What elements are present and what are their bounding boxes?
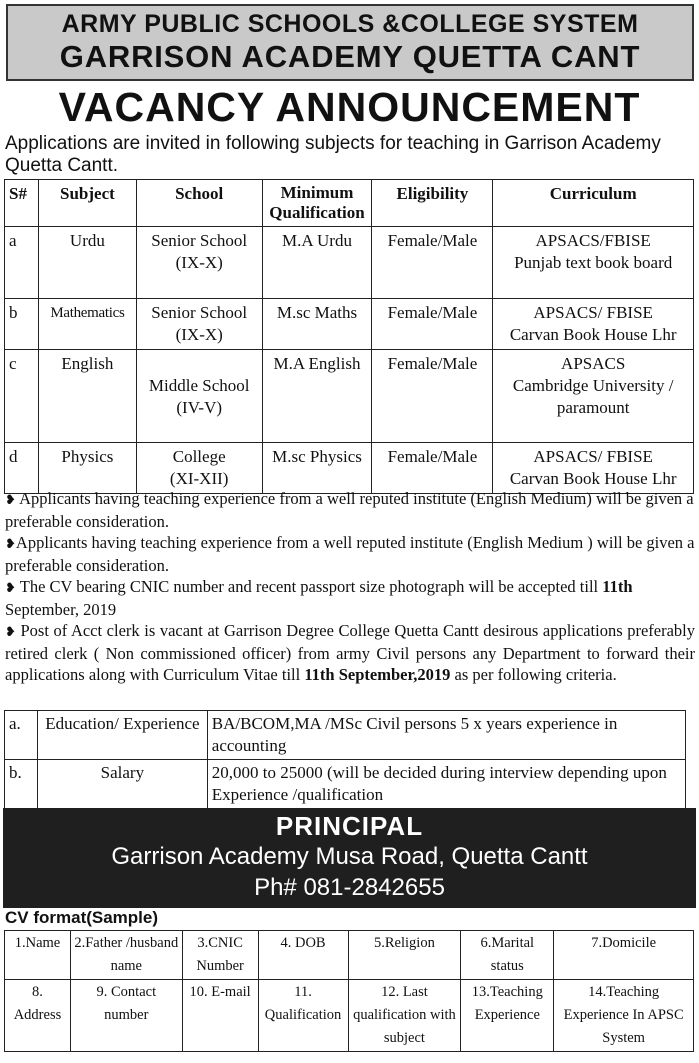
cell-curriculum: APSACS Cambridge University / paramount [493, 350, 694, 443]
cell-sn: a. [5, 711, 38, 760]
cell-eligibility: Female/Male [372, 350, 493, 443]
cell-subject: Mathematics [38, 299, 136, 350]
table-row [5, 760, 686, 809]
cell-criteria-label: Education/ Experience [37, 711, 207, 760]
vacancy-table [4, 179, 694, 494]
principal-title: PRINCIPAL [275, 811, 424, 841]
cell-eligibility: Female/Male [372, 299, 493, 350]
table-row [5, 350, 694, 443]
bullet-arrow-icon: ❥ [5, 536, 16, 551]
cv-field: 11. Qualification [258, 980, 348, 1052]
cell-qualification: M.sc Physics [262, 443, 372, 494]
notes-section [5, 488, 695, 686]
cell-criteria-label: Salary [37, 760, 207, 809]
organization-name: ARMY PUBLIC SCHOOLS &COLLEGE SYSTEM [61, 10, 639, 38]
table-row [5, 980, 694, 1052]
cell-school: Middle School (IV-V) [136, 350, 262, 443]
header-banner [6, 4, 694, 81]
cell-school: Senior School (IX-X) [136, 299, 262, 350]
table-row [5, 299, 694, 350]
cell-eligibility: Female/Male [372, 443, 493, 494]
table-row [5, 931, 694, 980]
note-item: ❥ Post of Acct clerk is vacant at Garrison Degree College Quetta Cantt desirous applications preferably retired clerk ( Non commissioned officer) from army Civil persons any Department to forward their applications along with Curriculum Vitae till 11th September,2019 as per following criteria. [5, 621, 695, 684]
criteria-table [4, 710, 686, 809]
cv-field: 1.Name [5, 931, 71, 980]
table-row [5, 711, 686, 760]
note-item: ❥ The CV bearing CNIC number and recent passport size photograph will be accepted till 11th September, 2019 [5, 577, 633, 619]
cell-school: Senior School (IX-X) [136, 227, 262, 299]
page-title: VACANCY ANNOUNCEMENT [58, 84, 641, 130]
cell-subject: Physics [38, 443, 136, 494]
table-header-row [5, 180, 694, 227]
cv-field: 4. DOB [258, 931, 348, 980]
note-item: ❥ Applicants having teaching experience from a well reputed institute (English Medium) will be given a preferable consideration. [5, 489, 694, 531]
cv-field: 7.Domicile [554, 931, 694, 980]
cv-field: 3.CNIC Number [182, 931, 258, 980]
table-row [5, 227, 694, 299]
cell-curriculum: APSACS/ FBISE Carvan Book House Lhr [493, 299, 694, 350]
intro-text: Applications are invited in following subjects for teaching in Garrison Academy Quetta Cantt. [5, 133, 661, 176]
cell-eligibility: Female/Male [372, 227, 493, 299]
cv-field: 9. Contact number [70, 980, 182, 1052]
column-header: Minimum Qualification [262, 180, 372, 227]
cell-sn: b. [5, 760, 38, 809]
cv-field: 13.Teaching Experience [461, 980, 554, 1052]
cv-field: 10. E-mail [182, 980, 258, 1052]
column-header: S# [5, 180, 39, 227]
cell-qualification: M.A Urdu [262, 227, 372, 299]
cv-field: 8. Address [5, 980, 71, 1052]
principal-address: Garrison Academy Musa Road, Quetta Cantt [111, 843, 588, 870]
bullet-arrow-icon: ❥ [5, 580, 16, 595]
column-header: School [136, 180, 262, 227]
bullet-arrow-icon: ❥ [5, 492, 16, 507]
cell-subject: Urdu [38, 227, 136, 299]
principal-contact-box [3, 808, 696, 908]
academy-name: GARRISON ACADEMY QUETTA CANT [59, 39, 641, 74]
principal-phone: Ph# 081-2842655 [254, 874, 445, 901]
bullet-arrow-icon: ❥ [5, 624, 16, 639]
cell-criteria-value: BA/BCOM,MA /MSc Civil persons 5 x years experience in accounting [207, 711, 685, 760]
cell-sn: d [5, 443, 39, 494]
cell-qualification: M.sc Maths [262, 299, 372, 350]
cell-sn: c [5, 350, 39, 443]
cell-curriculum: APSACS/FBISE Punjab text book board [493, 227, 694, 299]
cv-field: 6.Marital status [461, 931, 554, 980]
cv-format-table [4, 930, 694, 1052]
cell-school: College (XI-XII) [136, 443, 262, 494]
cell-sn: a [5, 227, 39, 299]
table-row [5, 443, 694, 494]
cv-field: 12. Last qualification with subject [348, 980, 461, 1052]
cell-sn: b [5, 299, 39, 350]
column-header: Subject [38, 180, 136, 227]
cell-curriculum: APSACS/ FBISE Carvan Book House Lhr [493, 443, 694, 494]
column-header: Eligibility [372, 180, 493, 227]
note-item: ❥Applicants having teaching experience from a well reputed institute (English Medium ) will be given a preferable consideration. [5, 533, 695, 575]
cv-field: 14.Teaching Experience In APSC System [554, 980, 694, 1052]
cv-field: 5.Religion [348, 931, 461, 980]
cell-qualification: M.A English [262, 350, 372, 443]
cell-criteria-value: 20,000 to 25000 (will be decided during interview depending upon Experience /qualification [207, 760, 685, 809]
cell-subject: English [38, 350, 136, 443]
cv-format-title: CV format(Sample) [5, 908, 159, 927]
cv-field: 2.Father /husband name [70, 931, 182, 980]
column-header: Curriculum [493, 180, 694, 227]
